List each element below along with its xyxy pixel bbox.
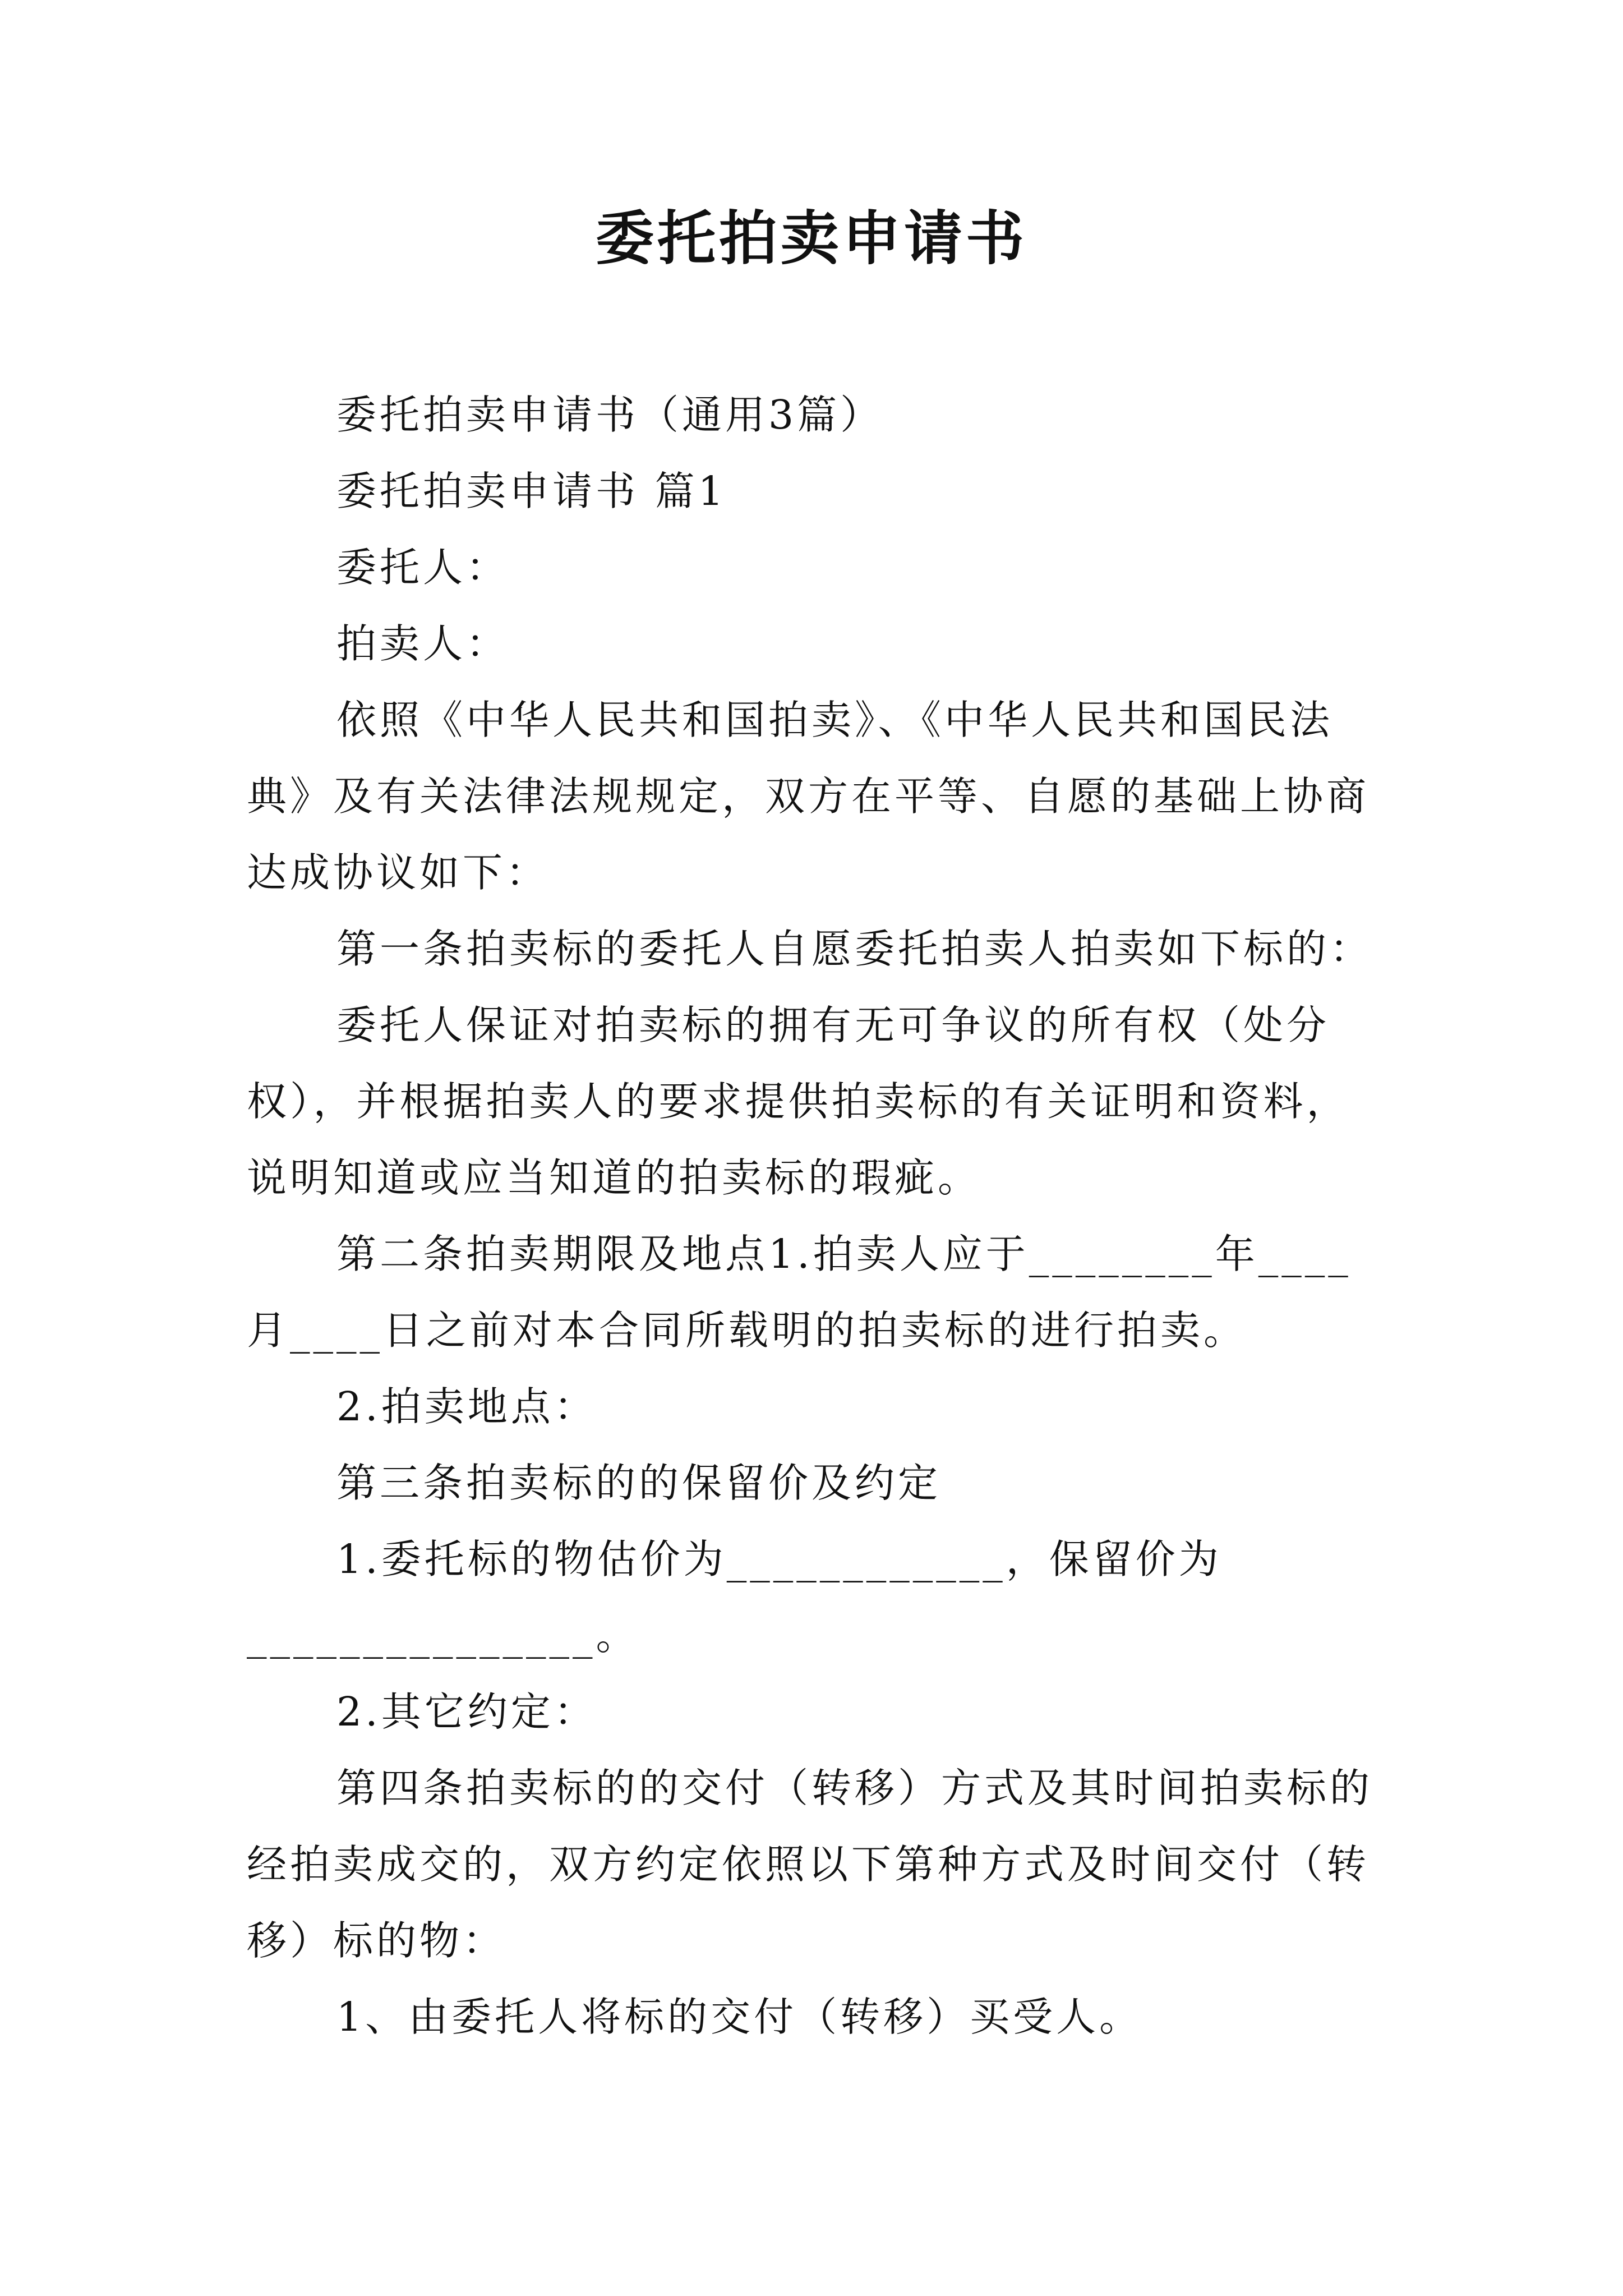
paragraph: 委托拍卖申请书 篇1 bbox=[336, 468, 727, 514]
paragraph: 第三条拍卖标的的保留价及约定 bbox=[336, 1460, 942, 1506]
paragraph: 1.委托标的物估价为____________，保留价为_______________。 bbox=[247, 1536, 1222, 1659]
paragraph: 委托人保证对拍卖标的拥有无可争议的所有权（处分权），并根据拍卖人的要求提供拍卖标的有关证明和资料，说明知道或应当知道的拍卖标的瑕疵。 bbox=[247, 1002, 1350, 1201]
paragraph: 第一条拍卖标的委托人自愿委托拍卖人拍卖如下标的： bbox=[336, 926, 1373, 972]
document-title: 委托拍卖申请书 bbox=[595, 204, 1027, 273]
paragraph: 拍卖人： bbox=[336, 620, 510, 667]
document-body bbox=[247, 377, 1380, 2055]
paragraph: 1、由委托人将标的交付（转移）买受人。 bbox=[336, 1994, 1143, 2040]
paragraph: 第四条拍卖标的的交付（转移）方式及其时间拍卖标的经拍卖成交的，双方约定依照以下第种方式及时间交付（转移）标的物： bbox=[247, 1765, 1373, 1964]
paragraph: 委托拍卖申请书（通用3篇） bbox=[336, 392, 884, 438]
paragraph: 2.拍卖地点： bbox=[336, 1383, 597, 1430]
paragraph: 2.其它约定： bbox=[336, 1688, 597, 1735]
paragraph: 委托人： bbox=[336, 544, 510, 591]
paragraph: 第二条拍卖期限及地点1.拍卖人应于________年____月____日之前对本合同所载明的拍卖标的进行拍卖。 bbox=[247, 1231, 1352, 1354]
paragraph: 依照《中华人民共和国拍卖》、《中华人民共和国民法典》及有关法律法规规定，双方在平等、自愿的基础上协商达成协议如下： bbox=[247, 697, 1370, 896]
